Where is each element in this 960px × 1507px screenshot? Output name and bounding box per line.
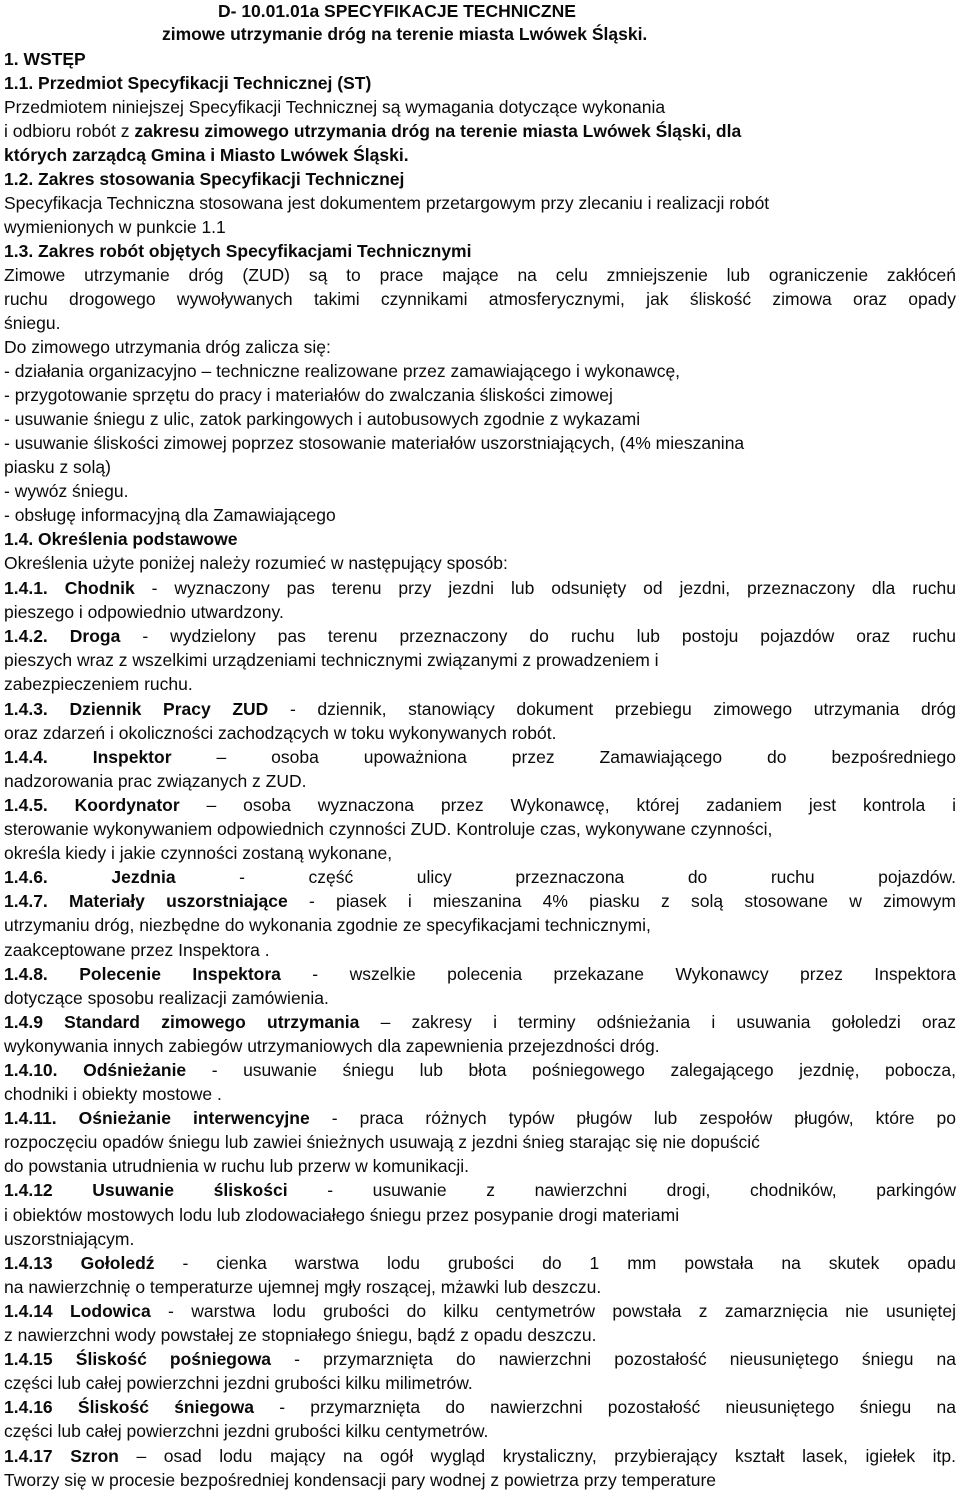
definition-continuation: dotyczące sposobu realizacji zamówienia.: [4, 988, 329, 1008]
definition-continuation: sterowanie wykonywaniem odpowiednich czynności ZUD. Kontroluje czas, wykonywane czynności,: [4, 819, 773, 839]
definition-number: 1.4.8.: [4, 964, 48, 984]
bold-text: zakresu zimowego utrzymania dróg na terenie miasta Lwówek Śląski, dla: [134, 121, 742, 141]
definition-text: - dziennik, stanowiący dokument przebiegu zimowego utrzymania dróg: [268, 699, 956, 719]
definition-text: - piasek i mieszanina 4% piasku z solą stosowane w zimowym: [287, 891, 956, 911]
definition-term: Droga: [69, 626, 121, 646]
definition-item: [4, 1251, 956, 1275]
list-item: - obsługę informacyjną dla Zamawiającego: [4, 505, 336, 525]
definition-item: [4, 624, 956, 648]
definition-term: Standard zimowego utrzymania: [64, 1012, 360, 1032]
definition-text: - część ulicy przeznaczona do ruchu pojazdów.: [175, 867, 956, 887]
definition-number: 1.4.2.: [4, 626, 48, 646]
section-1-3-heading: 1.3. Zakres robót objętych Specyfikacjami Technicznymi: [4, 241, 472, 261]
definition-continuation: określa kiedy i jakie czynności zostaną wykonane,: [4, 843, 393, 863]
section-1-1-heading: 1.1. Przedmiot Specyfikacji Technicznej (ST): [4, 73, 372, 93]
definition-item: [4, 1010, 956, 1034]
definition-text: - praca różnych typów pługów lub zespołów pługów, które po: [309, 1108, 956, 1128]
definition-item: [4, 1106, 956, 1130]
definition-text: – zakresy i terminy odśnieżania i usuwania gołoledzi oraz: [359, 1012, 956, 1032]
definition-item: [4, 697, 956, 721]
definition-item: [4, 793, 956, 817]
definition-continuation: uszorstniającym.: [4, 1229, 135, 1249]
definition-continuation: Tworzy się w procesie bezpośredniej kondensacji pary wodnej z powietrza przy temperature: [4, 1470, 717, 1490]
definition-continuation: chodniki i obiekty mostowe .: [4, 1084, 222, 1104]
definition-continuation: z nawierzchni wody powstałej ze stopniałego śniegu, bądź z opadu deszczu.: [4, 1325, 597, 1345]
definition-number: 1.4.1.: [4, 578, 48, 598]
section-1-heading: 1. WSTĘP: [4, 49, 86, 69]
definition-text: - wyznaczony pas terenu przy jezdni lub odsunięty od jezdni, przeznaczony dla ruchu: [134, 578, 956, 598]
section-1-2-heading: 1.2. Zakres stosowania Specyfikacji Technicznej: [4, 169, 405, 189]
list-item: - działania organizacyjno – techniczne realizowane przez zamawiającego i wykonawcę,: [4, 361, 681, 381]
plain-text: i odbioru robót z: [4, 121, 135, 141]
definition-term: Koordynator: [74, 795, 180, 815]
definition-text: - wszelkie polecenia przekazane Wykonawcy przez Inspektora: [280, 964, 956, 984]
definition-item: [4, 745, 956, 769]
definition-item: [4, 865, 956, 889]
list-item: piasku z solą): [4, 457, 111, 477]
list-item: - usuwanie śniegu z ulic, zatok parkingowych i autobusowych zgodnie z wykazami: [4, 409, 641, 429]
definition-continuation: utrzymaniu dróg, niezbędne do wykonania zgodnie ze specyfikacjami technicznymi,: [4, 915, 651, 935]
definition-term: Śliskość pośniegowa: [75, 1349, 272, 1369]
definition-text: - przymarznięta do nawierzchni pozostałość nieusuniętego śniegu na: [253, 1397, 956, 1417]
definition-number: 1.4.11.: [4, 1108, 57, 1128]
definition-text: - wydzielony pas terenu przeznaczony do ruchu lub postoju pojazdów oraz ruchu: [120, 626, 957, 646]
definition-term: Ośnieżanie interwencyjne: [78, 1108, 310, 1128]
definition-item: [4, 962, 956, 986]
definition-continuation: do powstania utrudnienia w ruchu lub przerw w komunikacji.: [4, 1156, 469, 1176]
definition-number: 1.4.9: [4, 1012, 43, 1032]
definition-number: 1.4.6.: [4, 867, 48, 887]
section-1-1-text: [4, 119, 741, 143]
definition-continuation: zabezpieczeniem ruchu.: [4, 674, 193, 694]
definition-number: 1.4.10.: [4, 1060, 58, 1080]
list-item: - usuwanie śliskości zimowej poprzez stosowanie materiałów uszorstniających, (4% mieszanina: [4, 433, 745, 453]
definition-term: Śliskość śniegowa: [77, 1397, 254, 1417]
section-1-3-text: ruchu drogowego wywoływanych takimi czynnikami atmosferycznymi, jak śliskość zimowa oraz opady: [4, 289, 956, 309]
definition-text: - cienka warstwa lodu grubości do 1 mm powstała na skutek opadu: [154, 1253, 956, 1273]
definition-item: [4, 1058, 956, 1082]
definition-continuation: i obiektów mostowych lodu lub zlodowaciałego śniegu przez posypanie drogi materiami: [4, 1205, 680, 1225]
definition-continuation: pieszego i odpowiednio utwardzony.: [4, 602, 284, 622]
definition-continuation: rozpoczęciu opadów śniegu lub zawiei śnieżnych usuwają z jezdni śnieg starając się nie dopuścić: [4, 1132, 760, 1152]
definition-number: 1.4.14: [4, 1301, 53, 1321]
definition-term: Polecenie Inspektora: [79, 964, 281, 984]
definition-term: Chodnik: [64, 578, 135, 598]
definition-continuation: wykonywania innych zabiegów utrzymaniowych dla zapewnienia przejezdności dróg.: [4, 1036, 660, 1056]
definition-term: Inspektor: [92, 747, 172, 767]
definition-text: – osad lodu mający na ogół wygląd krystaliczny, przybierający kształt lasek, igiełek itp.: [118, 1446, 956, 1466]
definition-item: [4, 1299, 956, 1323]
definition-item: [4, 1178, 956, 1202]
definition-term: Lodowica: [70, 1301, 151, 1321]
section-1-1-text: których zarządcą Gmina i Miasto Lwówek Śląski.: [4, 145, 409, 165]
list-item: - przygotowanie sprzętu do pracy i materiałów do zwalczania śliskości zimowej: [4, 385, 613, 405]
definition-term: Usuwanie śliskości: [92, 1180, 288, 1200]
definition-number: 1.4.15: [4, 1349, 53, 1369]
definition-term: Szron: [70, 1446, 119, 1466]
section-1-2-text: Specyfikacja Techniczna stosowana jest dokumentem przetargowym przy zlecaniu i realizacji robót: [4, 193, 770, 213]
definition-text: - przymarznięta do nawierzchni pozostałość nieusuniętego śniegu na: [271, 1349, 957, 1369]
definition-term: Dziennik Pracy ZUD: [69, 699, 269, 719]
definition-number: 1.4.5.: [4, 795, 48, 815]
definition-continuation: nadzorowania prac związanych z ZUD.: [4, 771, 307, 791]
definition-text: - warstwa lodu grubości do kilku centymetrów powstała z zamarznięcia nie usuniętej: [150, 1301, 956, 1321]
definition-number: 1.4.3.: [4, 699, 48, 719]
section-1-3-text: Do zimowego utrzymania dróg zalicza się:: [4, 337, 331, 357]
definition-term: Gołoledź: [80, 1253, 155, 1273]
section-1-1-text: Przedmiotem niniejszej Specyfikacji Technicznej są wymagania dotyczące wykonania: [4, 97, 666, 117]
definition-text: - usuwanie śniegu lub błota pośniegowego zalegającego jezdnię, pobocza,: [186, 1060, 956, 1080]
definition-item: [4, 1444, 956, 1468]
definition-continuation: oraz zdarzeń i okoliczności zachodzących w toku wykonywanych robót.: [4, 723, 557, 743]
definition-text: – osoba upoważniona przez Zamawiającego do bezpośredniego: [171, 747, 956, 767]
definition-continuation: części lub całej powierzchni jezdni grubości kilku milimetrów.: [4, 1373, 473, 1393]
definition-item: [4, 576, 956, 600]
section-1-4-intro: Określenia użyte poniżej należy rozumieć w następujący sposób:: [4, 553, 508, 573]
definition-continuation: zaakceptowane przez Inspektora .: [4, 940, 270, 960]
definition-continuation: na nawierzchnię o temperaturze ujemnej mgły roszącej, mżawki lub deszczu.: [4, 1277, 602, 1297]
definition-number: 1.4.7.: [4, 891, 48, 911]
definition-item: [4, 1347, 956, 1371]
doc-title-line-2: zimowe utrzymanie dróg na terenie miasta Lwówek Śląski.: [162, 24, 648, 44]
definition-term: Odśnieżanie: [83, 1060, 187, 1080]
definition-item: [4, 1395, 956, 1419]
section-1-3-text: Zimowe utrzymanie dróg (ZUD) są to prace mające na celu zmniejszenie lub ograniczenie zakłóceń: [4, 265, 956, 285]
definition-text: – osoba wyznaczona przez Wykonawcę, której zadaniem jest kontrola i: [179, 795, 956, 815]
list-item: - wywóz śniegu.: [4, 481, 129, 501]
definition-number: 1.4.17: [4, 1446, 53, 1466]
definition-number: 1.4.16: [4, 1397, 53, 1417]
definition-term: Jezdnia: [111, 867, 176, 887]
doc-title-line-1: D- 10.01.01a SPECYFIKACJE TECHNICZNE: [218, 1, 576, 21]
definition-continuation: części lub całej powierzchni jezdni grubości kilku centymetrów.: [4, 1421, 489, 1441]
definition-item: [4, 889, 956, 913]
section-1-2-text: wymienionych w punkcie 1.1: [4, 217, 226, 237]
definition-number: 1.4.13: [4, 1253, 53, 1273]
section-1-3-text: śniegu.: [4, 313, 61, 333]
definition-number: 1.4.12: [4, 1180, 53, 1200]
section-1-4-heading: 1.4. Określenia podstawowe: [4, 529, 238, 549]
definition-number: 1.4.4.: [4, 747, 48, 767]
definition-text: - usuwanie z nawierzchni drogi, chodników, parkingów: [287, 1180, 956, 1200]
definition-continuation: pieszych wraz z wszelkimi urządzeniami technicznymi związanymi z prowadzeniem i: [4, 650, 659, 670]
definition-term: Materiały uszorstniające: [69, 891, 288, 911]
